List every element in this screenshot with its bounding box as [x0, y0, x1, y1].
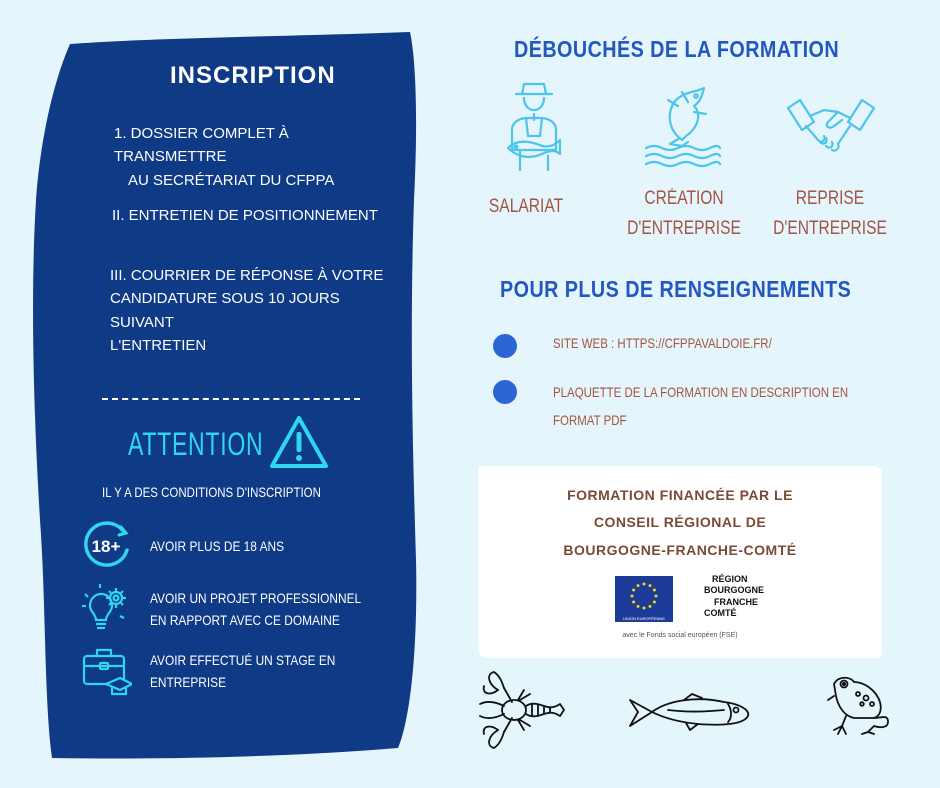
step-3-line-3: L'ENTRETIEN [110, 336, 207, 354]
age-18-plus-icon [80, 520, 132, 572]
condition-2-line-2: EN RAPPORT AVEC CE DOMAINE [150, 611, 340, 628]
handshake-icon [784, 96, 878, 158]
bullet-dot [493, 380, 517, 404]
idea-gear-icon [78, 582, 130, 634]
condition-2-line-1: AVOIR UN PROJET PROFESSIONNEL [150, 590, 362, 606]
debouche-creation [627, 184, 742, 245]
condition-1 [150, 536, 371, 558]
debouche-reprise-line-2: D'ENTREPRISE [773, 218, 887, 240]
debouche-creation-line-2: D'ENTREPRISE [627, 218, 741, 240]
condition-3-line-1: AVOIR EFFECTUÉ UN STAGE EN [150, 652, 336, 668]
warning-icon [268, 414, 330, 470]
eu-flag-logo [615, 576, 673, 616]
step-1-line-1: 1. DOSSIER COMPLET À TRANSMETTRE [114, 125, 289, 166]
briefcase-graduation-icon [80, 644, 132, 696]
debouches-title: DÉBOUCHÉS DE LA FORMATION [514, 36, 840, 62]
jumping-fish-icon [640, 82, 724, 168]
financement-text [478, 482, 882, 564]
step-3-line-1: III. COURRIER DE RÉPONSE À VOTRE [110, 267, 384, 284]
region-logo-line-2: BOURGOGNE [704, 585, 765, 596]
conditions-title: IL Y A DES CONDITIONS D'INSCRIPTION [102, 484, 321, 500]
plaquette-line-2: FORMAT PDF [553, 412, 627, 428]
attention-title: ATTENTION [128, 426, 264, 462]
step-1-line-2: AU SECRÉTARIAT DU CFPPA [128, 171, 335, 189]
frog-icon [824, 674, 890, 736]
renseignements-title: POUR PLUS DE RENSEIGNEMENTS [500, 276, 852, 302]
eu-label: UNION EUROPÉENNE [615, 616, 673, 622]
fse-caption: avec le Fonds social européen (FSE) [622, 632, 738, 639]
fish-icon [628, 690, 752, 734]
step-1 [114, 122, 400, 192]
region-logo-line-4: COMTÉ [704, 607, 737, 618]
dashed-divider [102, 398, 360, 400]
financement-line-3: BOURGOGNE-FRANCHE-COMTÉ [563, 541, 797, 558]
financement-line-1: FORMATION FINANCÉE PAR LE [567, 487, 793, 503]
condition-3 [150, 650, 371, 693]
region-logo-line-1: RÉGION [712, 574, 748, 584]
plaquette-info[interactable] [553, 378, 865, 434]
step-3-line-2: CANDIDATURE SOUS 10 JOURS SUIVANT [110, 290, 340, 331]
debouche-reprise-line-1: REPRISE [795, 188, 865, 209]
condition-2 [150, 588, 371, 631]
financement-line-2: CONSEIL RÉGIONAL DE [593, 514, 767, 531]
fisherman-icon [498, 80, 570, 172]
age-18-plus-label: 18+ [91, 537, 121, 556]
debouche-creation-line-1: CRÉATION [644, 188, 724, 209]
region-logo-line-3: FRANCHE [714, 596, 758, 607]
step-2: II. ENTRETIEN DE POSITIONNEMENT [112, 207, 378, 224]
debouche-salariat [485, 192, 567, 222]
region-logo [704, 574, 764, 619]
plaquette-line-1: PLAQUETTE DE LA FORMATION EN DESCRIPTION EN [553, 384, 849, 400]
crayfish-icon [478, 670, 568, 750]
site-web-link[interactable]: SITE WEB : HTTPS://CFPPAVALDOIE.FR/ [553, 335, 772, 351]
condition-3-line-2: ENTREPRISE [150, 673, 227, 690]
inscription-title: INSCRIPTION [170, 62, 336, 89]
debouche-salariat-label: SALARIAT [488, 196, 564, 217]
bullet-dot [493, 334, 517, 358]
financement-box [478, 466, 882, 658]
step-3 [110, 264, 400, 357]
debouche-reprise [773, 184, 888, 245]
condition-1-line-1: AVOIR PLUS DE 18 ANS [150, 538, 285, 554]
